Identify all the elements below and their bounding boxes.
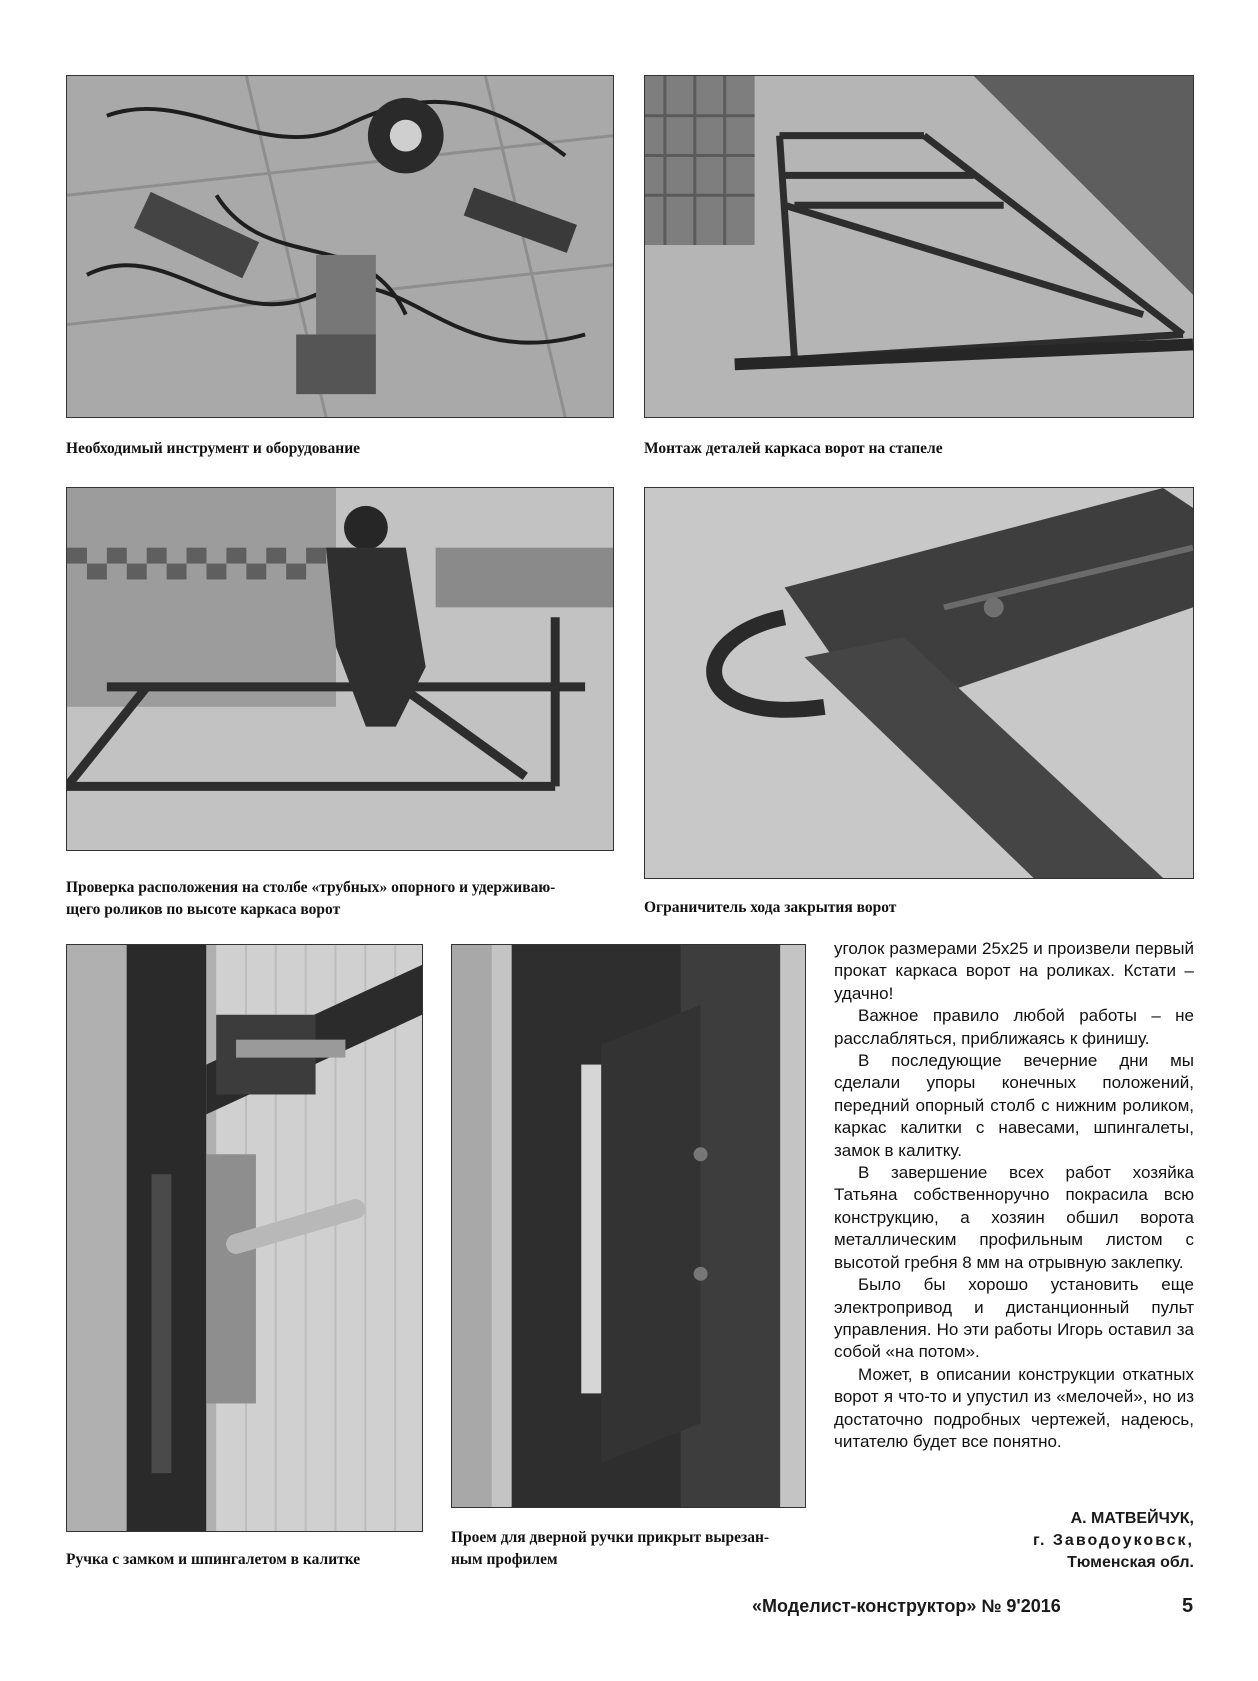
article-paragraph: Может, в описании конструкции откатных ворот я что-то и упустил из «мелочей», но из достаточно подробных чертежей, надеюсь, читателю будет все понятно. (834, 1364, 1194, 1451)
caption-tools: Необходимый инструмент и оборудование (66, 440, 361, 457)
caption-check-line-1: Проверка расположения на столбе «трубных» опорного и удерживаю- (66, 879, 556, 896)
author-region: Тюменская обл. (1067, 1554, 1194, 1571)
photo-handle-opening (451, 944, 806, 1508)
photo-handle-lock (66, 944, 423, 1532)
caption-limiter: Ограничитель хода закрытия ворот (644, 899, 897, 916)
caption-opening-line-1: Проем для дверной ручки прикрыт вырезан- (451, 1529, 770, 1546)
article-paragraph: В последующие вечерние дни мы сделали упоры конечных положений, передний опорный столб с нижним роликом, каркас калитки с навесами, шпингалеты, замок в калитку. (834, 1051, 1194, 1160)
caption-handle: Ручка с замком и шпингалетом в калитке (66, 1551, 361, 1568)
photo-limiter (644, 487, 1194, 879)
author-name: А. МАТВЕЙЧУК, (1070, 1510, 1194, 1527)
photo-tools (66, 75, 614, 418)
article-text (834, 938, 1194, 1453)
caption-opening-line-2: ным профилем (451, 1551, 558, 1568)
author-city: г. Заводоуковск, (1032, 1532, 1194, 1549)
article-paragraph: Важное правило любой работы – не расслабляться, приближаясь к финишу. (834, 1006, 1194, 1048)
photo-check-rollers (66, 487, 614, 851)
article-paragraph: Было бы хорошо установить еще электропривод и дистанционный пульт управления. Но эти работы Игорь оставил за собой «на потом». (834, 1275, 1194, 1362)
caption-assembly: Монтаж деталей каркаса ворот на стапеле (644, 440, 943, 457)
photo-assembly (644, 75, 1194, 418)
article-paragraph: уголок размерами 25х25 и произвели первый прокат каркаса ворот на роликах. Кстати – удачно! (834, 939, 1194, 1003)
caption-check-line-2: щего роликов по высоте каркаса ворот (66, 901, 341, 918)
magazine-issue: «Моделист-конструктор» № 9'2016 (752, 1596, 1061, 1616)
page-number: 5 (1182, 1595, 1194, 1617)
article-paragraph: В завершение всех работ хозяйка Татьяна собственноручно покрасила всю конструкцию, а хозяин обшил ворота металлическим профильным листом с высотой гребня 8 мм на отрывную заклепку. (834, 1163, 1194, 1272)
